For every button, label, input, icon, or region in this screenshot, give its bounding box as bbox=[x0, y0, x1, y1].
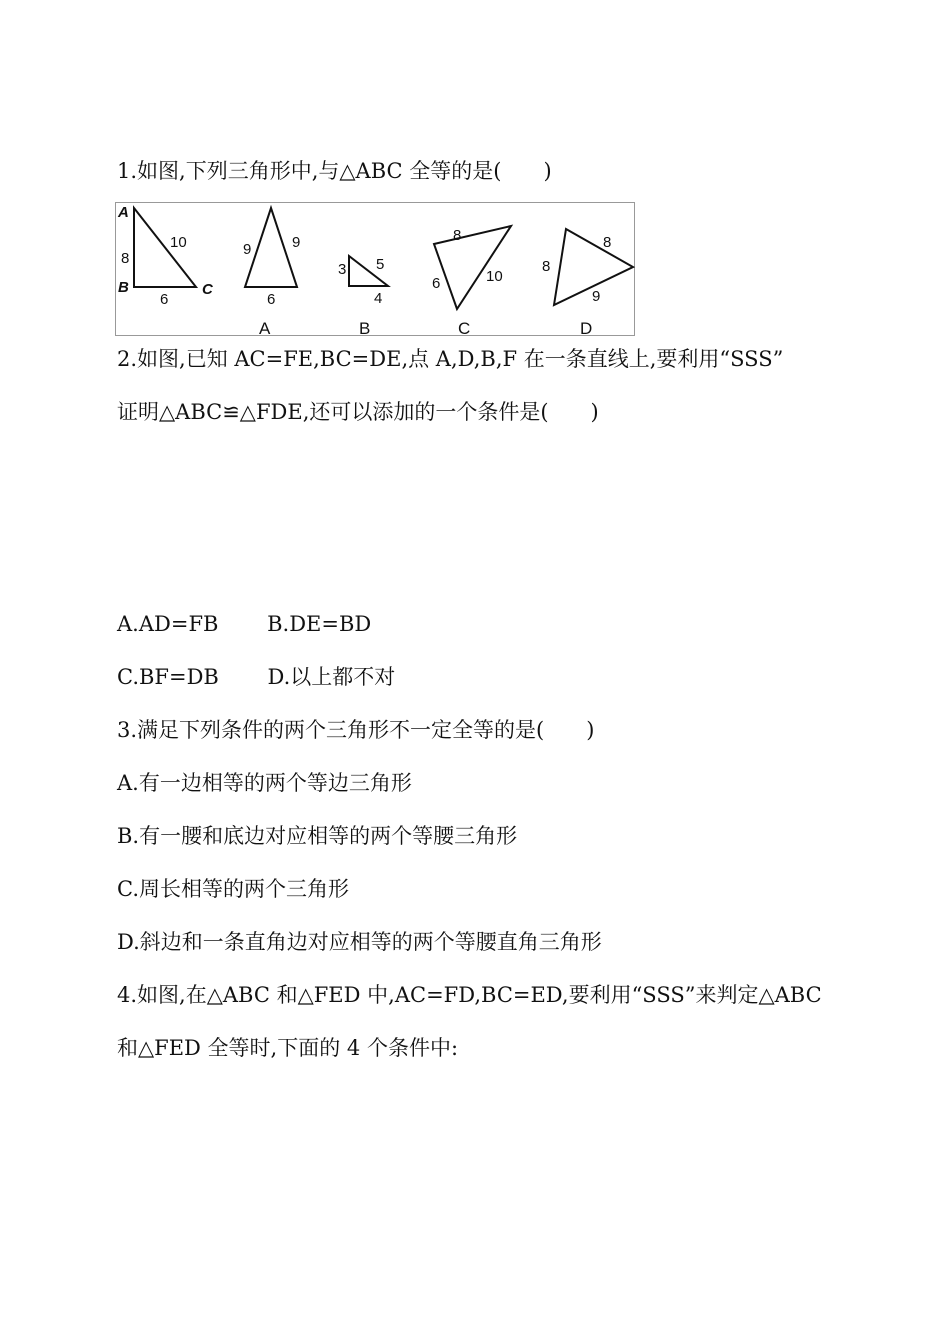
question-4-line-2: 和△FED 全等时,下面的 4 个条件中: bbox=[117, 1036, 459, 1060]
option-a-bottom-side: 6 bbox=[267, 291, 276, 308]
side-bc-label: 6 bbox=[160, 291, 169, 308]
option-d-top-side: 8 bbox=[603, 234, 612, 251]
question-1-text: 1.如图,下列三角形中,与△ABC 全等的是( ) bbox=[117, 159, 552, 183]
option-a-label: A bbox=[259, 319, 271, 337]
question-2-options-row-1: A.AD=FB B.DE=BD bbox=[117, 612, 372, 636]
question-4-line-1: 4.如图,在△ABC 和△FED 中,AC=FD,BC=ED,要利用“SSS”来判定△ABC bbox=[117, 983, 822, 1007]
triangle-abc bbox=[134, 208, 196, 287]
question-3-option-d: D.斜边和一条直角边对应相等的两个等腰直角三角形 bbox=[117, 930, 602, 954]
option-b-left-side: 3 bbox=[338, 261, 347, 278]
option-d-label: D bbox=[580, 319, 593, 337]
option-d-left-side: 8 bbox=[542, 258, 551, 275]
side-ac-label: 10 bbox=[170, 234, 187, 251]
question-2-options-row-2: C.BF=DB D.以上都不对 bbox=[117, 665, 396, 689]
option-b-label: B bbox=[359, 319, 371, 337]
question-3-option-a: A.有一边相等的两个等边三角形 bbox=[117, 771, 412, 795]
option-a-right-side: 9 bbox=[292, 234, 301, 251]
question-2-line-1: 2.如图,已知 AC=FE,BC=DE,点 A,D,B,F 在一条直线上,要利用“SSS” bbox=[117, 347, 784, 371]
triangles-figure bbox=[116, 203, 636, 337]
question-3-option-b: B.有一腰和底边对应相等的两个等腰三角形 bbox=[117, 824, 518, 848]
question-3-option-c: C.周长相等的两个三角形 bbox=[117, 877, 349, 901]
question-2-line-2: 证明△ABC≌△FDE,还可以添加的一个条件是( ) bbox=[117, 400, 599, 424]
option-c-left-side: 6 bbox=[432, 275, 441, 292]
option-c-top-side: 8 bbox=[453, 227, 462, 244]
option-c-right-side: 10 bbox=[486, 268, 503, 285]
vertex-c-label: C bbox=[202, 281, 213, 298]
side-ab-label: 8 bbox=[121, 250, 130, 267]
triangle-option-a bbox=[245, 208, 297, 287]
vertex-a-label: A bbox=[118, 204, 129, 221]
option-c-label: C bbox=[458, 319, 471, 337]
option-b-right-side: 5 bbox=[376, 256, 385, 273]
vertex-b-label: B bbox=[118, 279, 129, 296]
question-1-figure bbox=[115, 202, 635, 336]
question-3-text: 3.满足下列条件的两个三角形不一定全等的是( ) bbox=[117, 718, 595, 742]
option-a-left-side: 9 bbox=[243, 241, 252, 258]
option-b-bottom-side: 4 bbox=[374, 290, 383, 307]
option-d-bottom-side: 9 bbox=[592, 288, 601, 305]
